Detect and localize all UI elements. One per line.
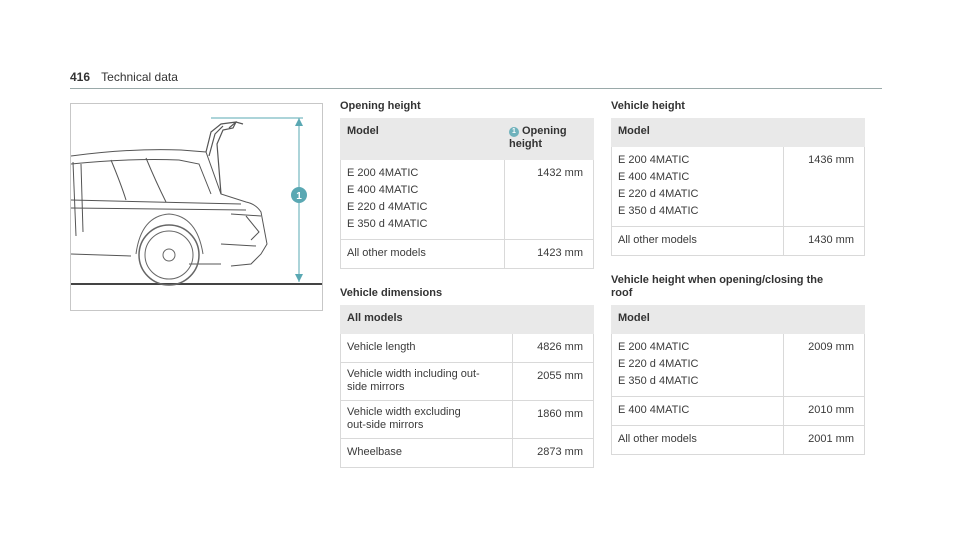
value-cell: 2010 mm: [784, 397, 865, 426]
model-name: E 200 4MATIC: [347, 167, 419, 179]
model-name: E 350 d 4MATIC: [618, 375, 699, 387]
model-name: E 200 4MATIC: [618, 341, 690, 353]
model-list-cell: [612, 334, 784, 397]
value-cell: 1430 mm: [784, 227, 865, 256]
table-row: [341, 363, 594, 401]
value-cell: 1436 mm: [784, 147, 865, 227]
table-row: [612, 397, 865, 426]
model-header: Model: [612, 119, 865, 147]
value-cell: 1860 mm: [513, 401, 594, 439]
table-row: [612, 147, 865, 227]
table-row: [341, 401, 594, 439]
value-cell: 1423 mm: [505, 240, 594, 269]
value-cell: 2001 mm: [784, 426, 865, 455]
model-name: E 350 d 4MATIC: [347, 218, 428, 230]
left-column: [340, 100, 594, 468]
vehicle-dimensions-title: Vehicle dimensions: [340, 287, 443, 299]
table-row: [612, 426, 865, 455]
opening-height-header-text: Opening height: [509, 125, 567, 150]
table-row: [612, 334, 865, 397]
model-name: E 220 d 4MATIC: [347, 201, 428, 213]
all-models-header: All models: [341, 306, 594, 334]
model-name: All other models: [341, 240, 505, 269]
svg-text:1: 1: [296, 191, 302, 202]
callout-badge: 1: [509, 127, 519, 137]
value-cell: 2009 mm: [784, 334, 865, 397]
table-row: [341, 240, 594, 269]
opening-height-title: Opening height: [340, 100, 421, 112]
opening-height-table: [340, 118, 594, 269]
dimension-label: Vehicle width including out-side mirrors: [341, 363, 513, 401]
dimension-label: Wheelbase: [341, 439, 513, 468]
model-name: E 350 d 4MATIC: [618, 205, 699, 217]
dimension-label: Vehicle length: [341, 334, 513, 363]
value-cell: 2055 mm: [513, 363, 594, 401]
model-header: Model: [612, 306, 865, 334]
vehicle-height-roof-table: [611, 305, 865, 455]
vehicle-height-title: Vehicle height: [611, 100, 685, 112]
page-section-title: Technical data: [101, 70, 178, 84]
table-row: [612, 227, 865, 256]
header-divider: [70, 88, 882, 89]
table-row: [341, 160, 594, 240]
model-name: E 400 4MATIC: [347, 184, 419, 196]
right-column: [611, 100, 865, 455]
model-name: E 200 4MATIC: [618, 154, 690, 166]
dimension-label: Vehicle width excluding out-side mirrors: [341, 401, 513, 439]
value-cell: 4826 mm: [513, 334, 594, 363]
model-name: All other models: [612, 227, 784, 256]
page-number: 416: [70, 70, 91, 84]
model-name: E 400 4MATIC: [612, 397, 784, 426]
vehicle-dimensions-table: [340, 305, 594, 468]
callout-badge: [291, 187, 307, 203]
model-name: All other models: [612, 426, 784, 455]
page-header: [70, 70, 178, 84]
model-name: E 220 d 4MATIC: [618, 358, 699, 370]
vehicle-opening-height-illustration: [70, 103, 323, 311]
model-name: E 220 d 4MATIC: [618, 188, 699, 200]
vehicle-height-table: [611, 118, 865, 256]
table-row: [341, 439, 594, 468]
model-name: E 400 4MATIC: [618, 171, 690, 183]
model-list-cell: [612, 147, 784, 227]
model-list-cell: [341, 160, 505, 240]
value-cell: 2873 mm: [513, 439, 594, 468]
table-row: [341, 334, 594, 363]
value-cell: 1432 mm: [505, 160, 594, 240]
opening-height-header: [505, 119, 594, 160]
vehicle-height-roof-title: Vehicle height when opening/closing the roof: [611, 274, 824, 299]
model-header: Model: [341, 119, 505, 160]
